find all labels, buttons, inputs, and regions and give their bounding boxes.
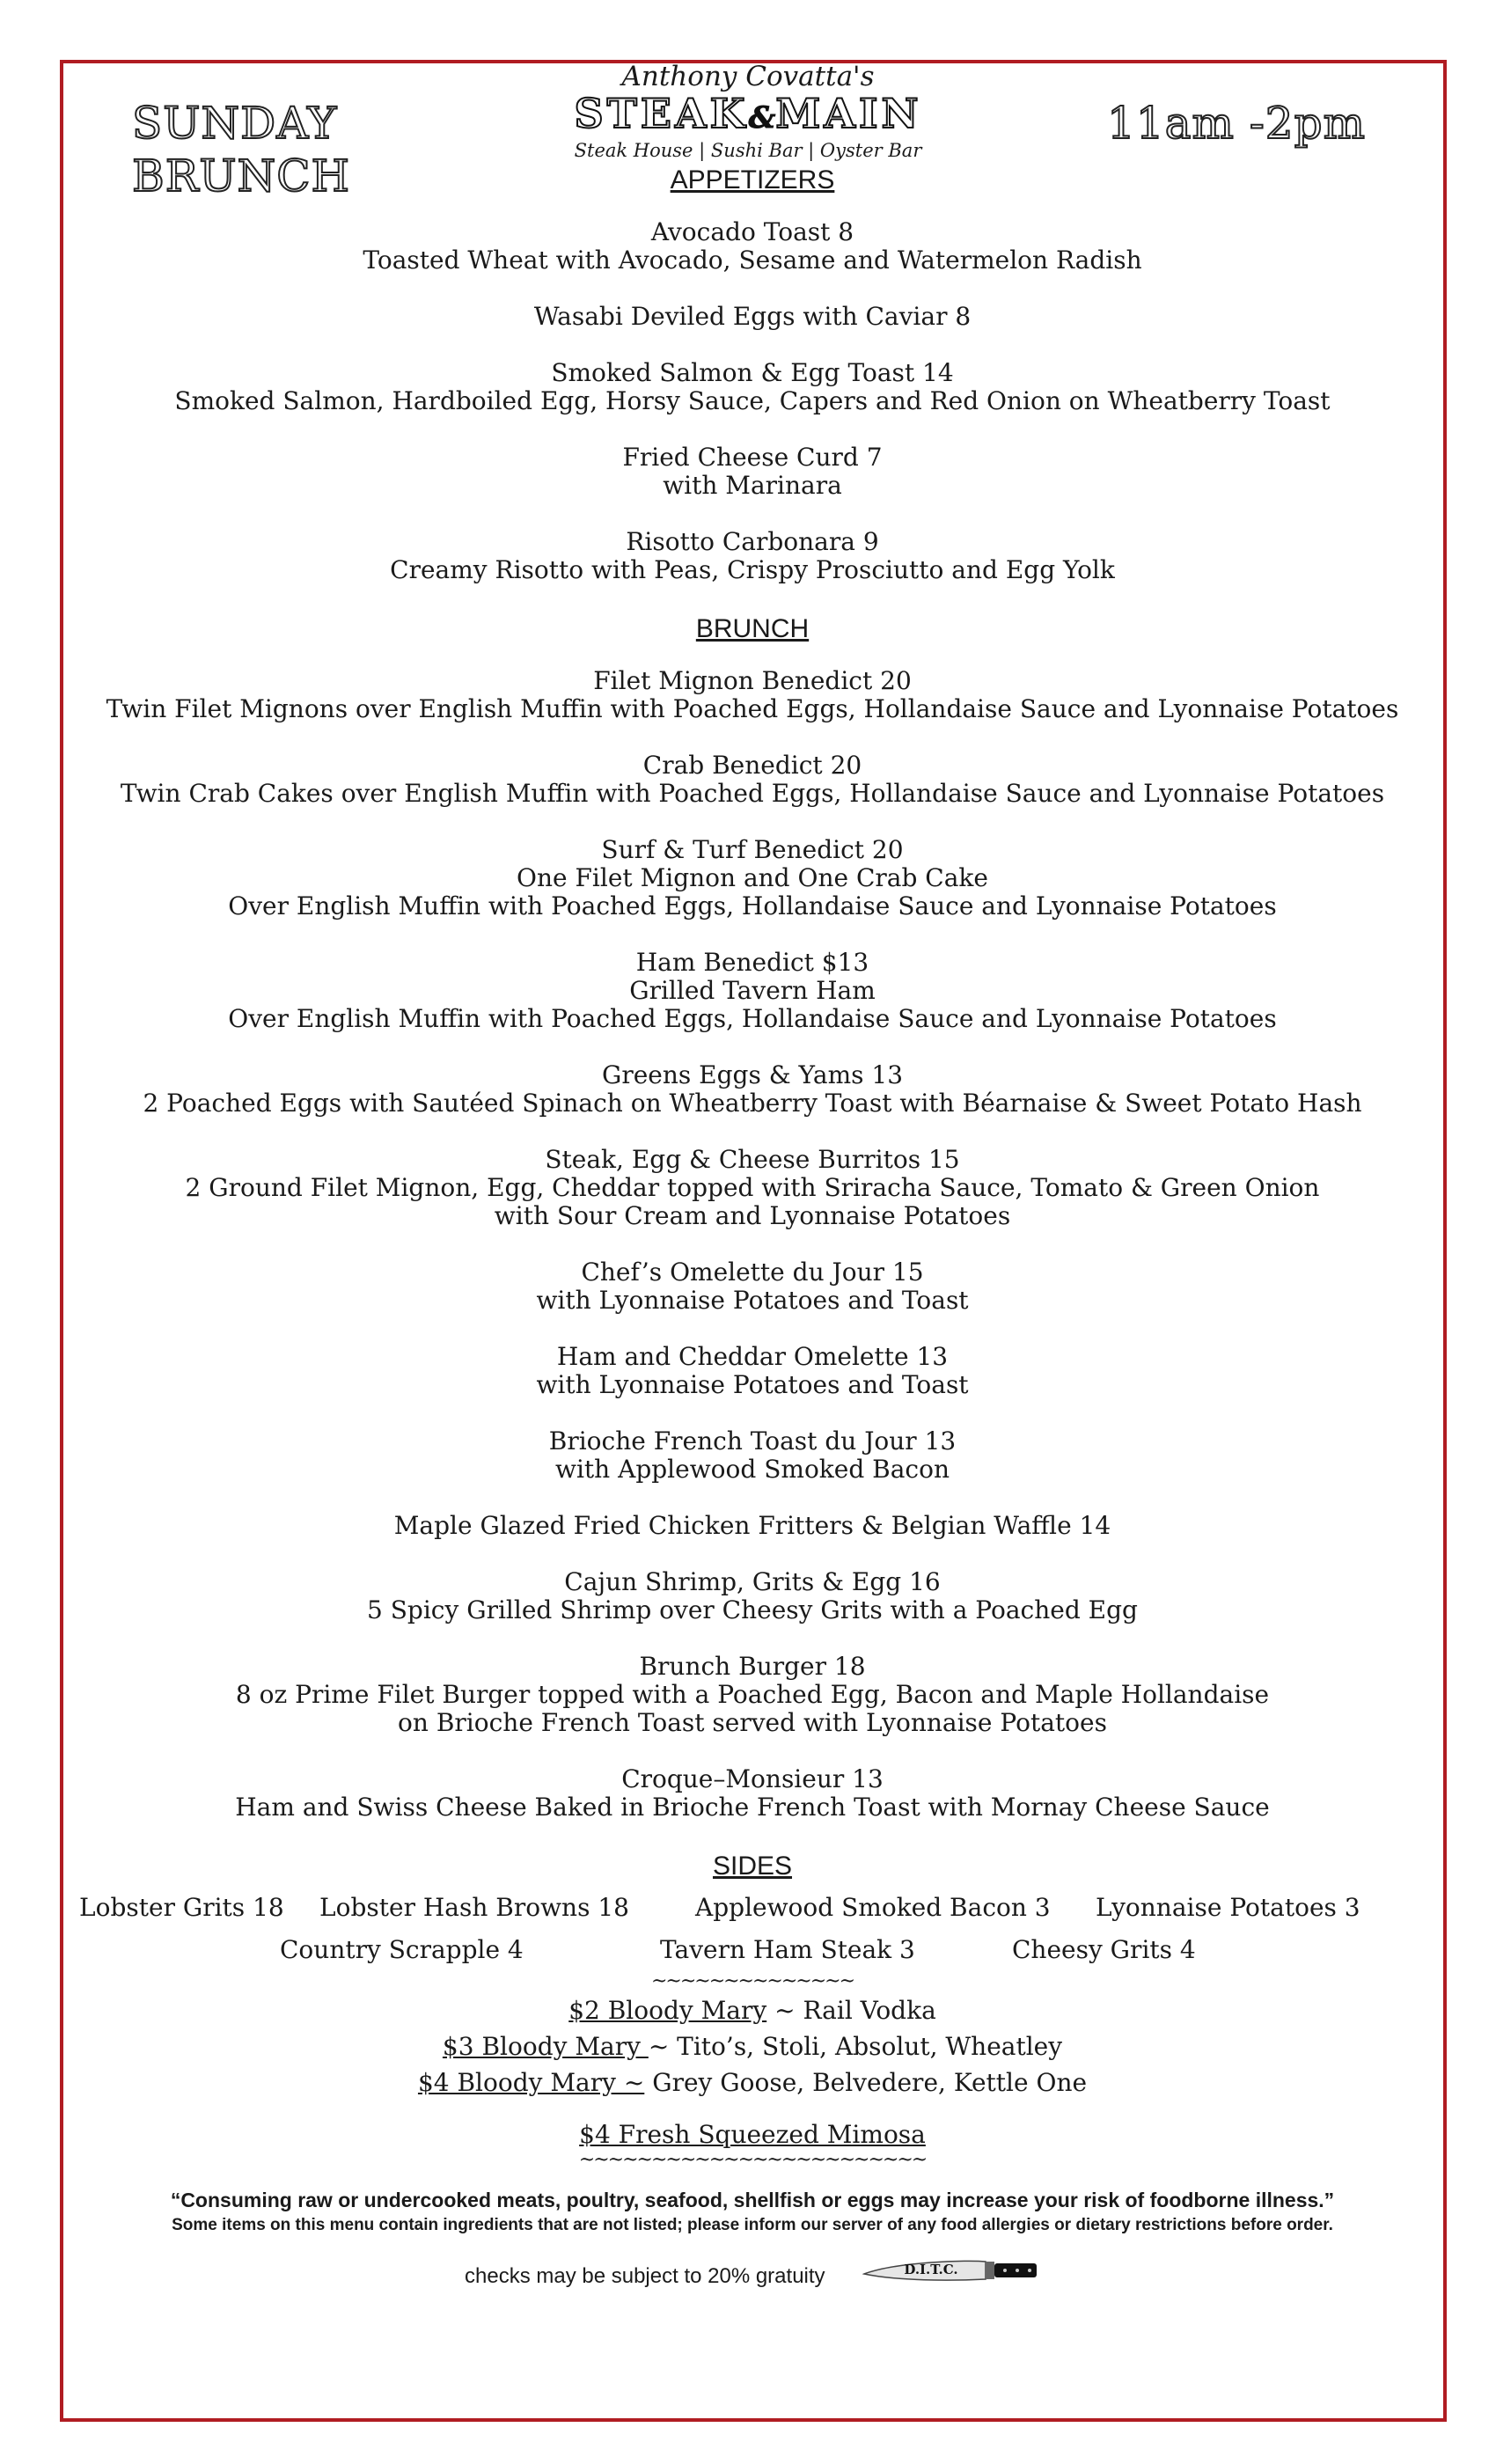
menu-item [79,1343,1426,1399]
menu-item-name: Risotto Carbonara 9 [626,527,879,556]
menu-item [79,444,1426,500]
menu-item-description: with Applewood Smoked Bacon [555,1455,950,1484]
menu-item-description: One Filet Mignon and One Crab Cake [517,863,988,892]
menu-item [79,359,1426,415]
logo-brand [0,92,1496,140]
menu-item [79,528,1426,584]
menu-item [79,752,1426,808]
sides-row-1 [79,1887,1426,1929]
drink-label: $4 Bloody Mary ~ [417,2068,645,2097]
side-item: Lyonnaise Potatoes 3 [1096,1893,1360,1922]
side-item: Tavern Ham Steak 3 [660,1935,915,1964]
menu-item [79,836,1426,920]
drink-label: $4 Fresh Squeezed Mimosa [579,2120,926,2149]
menu-item-name: Wasabi Deviled Eggs with Caviar 8 [533,302,972,331]
menu-content [79,164,1426,2238]
menu-item-name: Croque–Monsieur 13 [621,1764,884,1793]
side-item: Cheesy Grits 4 [1012,1935,1196,1964]
hours: 11am -2pm [1107,98,1366,149]
drink-label: $2 Bloody Mary [568,1996,767,2025]
menu-item-name: Chef’s Omelette du Jour 15 [581,1258,924,1287]
menu-item-name: Ham Benedict $13 [635,948,869,977]
gratuity-note: checks may be subject to 20% gratuity [465,2264,825,2288]
menu-item-name: Filet Mignon Benedict 20 [593,666,912,695]
sides-row-2 [79,1929,1426,1971]
drink-item [79,2120,1426,2150]
menu-item-name: Maple Glazed Fried Chicken Fritters & Belgian Waffle 14 [393,1511,1111,1540]
menu-item [79,1061,1426,1118]
menu-item-name: Smoked Salmon & Egg Toast 14 [551,358,954,387]
sunday-brunch-title-line1: SUNDAY [132,98,338,149]
menu-item-name: Fried Cheese Curd 7 [622,443,883,472]
logo-tagline: Steak House | Sushi Bar | Oyster Bar [574,140,922,161]
menu-item [79,1427,1426,1484]
menu-item [79,1512,1426,1540]
sides-heading: SIDES [712,1852,793,1881]
logo-brand-amp: & [748,100,776,136]
menu-item [79,1653,1426,1737]
drink-detail: ~ Rail Vodka [766,1996,936,2025]
side-item: Applewood Smoked Bacon 3 [695,1893,1051,1922]
menu-item [79,949,1426,1033]
drink-item [79,2028,1426,2064]
menu-item-description: Creamy Risotto with Peas, Crispy Prosciutto and Egg Yolk [390,555,1115,584]
menu-item [79,1258,1426,1315]
menu-item-description: 2 Ground Filet Mignon, Egg, Cheddar topped with Sriracha Sauce, Tomato & Green Onion [185,1173,1320,1202]
drink-item [79,2064,1426,2101]
sunday-brunch-title-line2: BRUNCH [132,150,351,202]
menu-item-description: with Marinara [663,471,842,500]
menu-item-description: with Lyonnaise Potatoes and Toast [536,1370,969,1399]
menu-item [79,1568,1426,1624]
side-item: Lobster Grits 18 [79,1893,284,1922]
divider: ~~~~~~~~~~~~~~ [650,1970,854,1992]
menu-item-description: Twin Crab Cakes over English Muffin with Poached Eggs, Hollandaise Sauce and Lyonnaise Potatoes [120,779,1385,808]
brunch-heading: BRUNCH [695,614,810,643]
menu-item-name: Brioche French Toast du Jour 13 [548,1426,957,1456]
menu-item [79,1765,1426,1822]
menu-item-description: Toasted Wheat with Avocado, Sesame and Watermelon Radish [363,246,1142,275]
drink-detail: Grey Goose, Belvedere, Kettle One [644,2068,1088,2097]
menu-item-name: Surf & Turf Benedict 20 [601,835,904,864]
menu-item-description: Ham and Swiss Cheese Baked in Brioche French Toast with Mornay Cheese Sauce [235,1793,1270,1822]
menu-item-name: Avocado Toast 8 [650,217,854,246]
logo-brand-left: STEAK [574,90,749,137]
menu-item-name: Cajun Shrimp, Grits & Egg 16 [564,1567,941,1596]
appetizers-list [79,218,1426,584]
menu-item [79,1146,1426,1230]
logo-owner: Anthony Covatta's [621,61,875,92]
menu-item-name: Steak, Egg & Cheese Burritos 15 [545,1145,960,1174]
menu-item-name: Greens Eggs & Yams 13 [601,1060,904,1089]
menu-item [79,667,1426,723]
divider: ~~~~~~~~~~~~~~~~~~~~~~~~ [578,2149,927,2171]
menu-item [79,303,1426,331]
drink-item [79,1992,1426,2028]
drink-detail: ~ Tito’s, Stoli, Absolut, Wheatley [648,2032,1063,2061]
logo-brand-right: MAIN [775,90,922,137]
menu-item-description: on Brioche French Toast served with Lyonnaise Potatoes [398,1708,1107,1737]
menu-item-description: 8 oz Prime Filet Burger topped with a Poached Egg, Bacon and Maple Hollandaise [235,1680,1270,1709]
menu-item-description: Twin Filet Mignons over English Muffin with Poached Eggs, Hollandaise Sauce and Lyonnaise Potatoes [106,694,1399,723]
menu-item-description: 5 Spicy Grilled Shrimp over Cheesy Grits with a Poached Egg [367,1595,1138,1624]
drink-label: $3 Bloody Mary [442,2032,649,2061]
knife-label: D.I.T.C. [904,2262,958,2277]
side-item: Country Scrapple 4 [280,1935,524,1964]
menu-item-name: Brunch Burger 18 [639,1652,866,1681]
knife-icon [862,2253,1038,2288]
menu-item-name: Crab Benedict 20 [642,751,862,780]
restaurant-logo [0,62,1496,161]
menu-item-description: with Lyonnaise Potatoes and Toast [536,1286,969,1315]
appetizers-heading: APPETIZERS [670,165,835,194]
allergy-note: Some items on this menu contain ingredients that are not listed; please inform our server of any food allergies or dietary restrictions before order. [172,2216,1333,2234]
menu-item-description: Over English Muffin with Poached Eggs, Hollandaise Sauce and Lyonnaise Potatoes [228,891,1277,920]
menu-item-description: 2 Poached Eggs with Sautéed Spinach on Wheatberry Toast with Béarnaise & Sweet Potato Hash [143,1089,1362,1118]
food-safety-warning: “Consuming raw or undercooked meats, poultry, seafood, shellfish or eggs may increase your risk of foodborne illness.” [170,2189,1335,2211]
menu-item-description: Smoked Salmon, Hardboiled Egg, Horsy Sauce, Capers and Red Onion on Wheatberry Toast [174,386,1331,415]
menu-item-name: Ham and Cheddar Omelette 13 [556,1342,949,1371]
menu-item [79,218,1426,275]
brunch-list [79,667,1426,1822]
side-item: Lobster Hash Browns 18 [319,1893,629,1922]
menu-item-description: with Sour Cream and Lyonnaise Potatoes [494,1201,1011,1230]
menu-item-description: Over English Muffin with Poached Eggs, Hollandaise Sauce and Lyonnaise Potatoes [228,1004,1277,1033]
menu-item-description: Grilled Tavern Ham [629,976,876,1005]
